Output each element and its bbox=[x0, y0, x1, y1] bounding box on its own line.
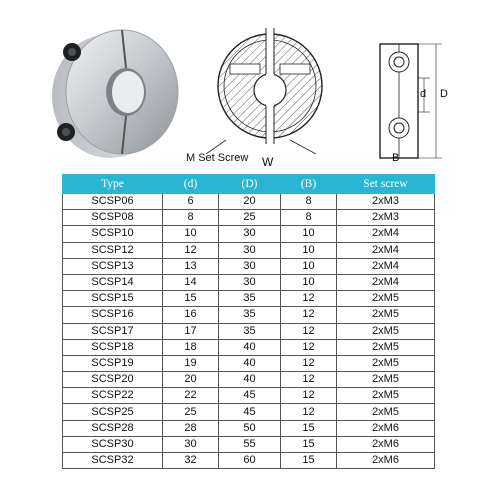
table-cell: 8 bbox=[281, 210, 337, 226]
table-cell: SCSP08 bbox=[63, 210, 163, 226]
table-cell: SCSP16 bbox=[63, 307, 163, 323]
table-cell: 14 bbox=[163, 274, 219, 290]
table-row bbox=[63, 339, 435, 355]
table-cell: 32 bbox=[163, 453, 219, 469]
table-cell: 50 bbox=[219, 420, 281, 436]
table-cell: 30 bbox=[219, 226, 281, 242]
table-cell: 20 bbox=[163, 372, 219, 388]
table-cell: 2xM5 bbox=[337, 388, 435, 404]
table-row bbox=[63, 226, 435, 242]
table-cell: 2xM3 bbox=[337, 210, 435, 226]
table-cell: SCSP19 bbox=[63, 355, 163, 371]
table-row bbox=[63, 210, 435, 226]
front-view-drawing bbox=[206, 14, 336, 154]
table-cell: 12 bbox=[281, 291, 337, 307]
table-cell: 15 bbox=[281, 420, 337, 436]
table-body bbox=[63, 194, 435, 469]
table-cell: 2xM4 bbox=[337, 242, 435, 258]
table-cell: 12 bbox=[281, 355, 337, 371]
table-cell: 2xM5 bbox=[337, 372, 435, 388]
table-cell: 12 bbox=[281, 339, 337, 355]
table-cell: 2xM4 bbox=[337, 226, 435, 242]
table-cell: SCSP06 bbox=[63, 194, 163, 210]
table-cell: 35 bbox=[219, 323, 281, 339]
table-cell: 30 bbox=[219, 274, 281, 290]
table-cell: 18 bbox=[163, 339, 219, 355]
table-cell: 2xM6 bbox=[337, 436, 435, 452]
table-cell: 17 bbox=[163, 323, 219, 339]
table-row bbox=[63, 372, 435, 388]
table-cell: 19 bbox=[163, 355, 219, 371]
table-cell: 25 bbox=[219, 210, 281, 226]
table-row bbox=[63, 436, 435, 452]
table-cell: 35 bbox=[219, 291, 281, 307]
set-screw-label: M Set Screw bbox=[186, 152, 249, 164]
outer-diameter-label: D bbox=[440, 88, 448, 100]
table-cell: 2xM6 bbox=[337, 420, 435, 436]
table-cell: SCSP10 bbox=[63, 226, 163, 242]
table-cell: 10 bbox=[281, 226, 337, 242]
header-set-screw: Set screw bbox=[337, 175, 435, 194]
table-cell: 15 bbox=[163, 291, 219, 307]
spec-table bbox=[62, 174, 435, 469]
table-row bbox=[63, 388, 435, 404]
spec-table-container bbox=[62, 174, 434, 469]
header-outer-diameter: (D) bbox=[219, 175, 281, 194]
table-cell: 2xM4 bbox=[337, 258, 435, 274]
table-cell: SCSP15 bbox=[63, 291, 163, 307]
table-cell: SCSP18 bbox=[63, 339, 163, 355]
table-cell: 60 bbox=[219, 453, 281, 469]
inner-diameter-label: d bbox=[420, 88, 427, 100]
table-cell: 35 bbox=[219, 307, 281, 323]
table-cell: 12 bbox=[281, 404, 337, 420]
table-cell: 40 bbox=[219, 372, 281, 388]
table-cell: SCSP12 bbox=[63, 242, 163, 258]
table-cell: 13 bbox=[163, 258, 219, 274]
table-row bbox=[63, 404, 435, 420]
table-cell: SCSP20 bbox=[63, 372, 163, 388]
table-cell: 2xM5 bbox=[337, 339, 435, 355]
table-cell: 2xM6 bbox=[337, 453, 435, 469]
table-cell: 10 bbox=[163, 226, 219, 242]
table-row bbox=[63, 420, 435, 436]
table-row bbox=[63, 453, 435, 469]
table-row bbox=[63, 242, 435, 258]
table-cell: 6 bbox=[163, 194, 219, 210]
table-cell: 2xM4 bbox=[337, 274, 435, 290]
header-type: Type bbox=[63, 175, 163, 194]
table-cell: 30 bbox=[219, 242, 281, 258]
table-cell: 40 bbox=[219, 339, 281, 355]
table-cell: SCSP28 bbox=[63, 420, 163, 436]
table-row bbox=[63, 258, 435, 274]
table-row bbox=[63, 355, 435, 371]
table-cell: 12 bbox=[281, 323, 337, 339]
table-row bbox=[63, 194, 435, 210]
width-label: W bbox=[262, 155, 274, 169]
table-cell: 15 bbox=[281, 453, 337, 469]
table-cell: 45 bbox=[219, 404, 281, 420]
table-cell: 22 bbox=[163, 388, 219, 404]
table-cell: 2xM5 bbox=[337, 355, 435, 371]
table-cell: 30 bbox=[163, 436, 219, 452]
header-width: (B) bbox=[281, 175, 337, 194]
table-cell: 16 bbox=[163, 307, 219, 323]
table-cell: SCSP25 bbox=[63, 404, 163, 420]
table-cell: 15 bbox=[281, 436, 337, 452]
shaft-collar-photo bbox=[40, 18, 190, 178]
thickness-label: B bbox=[392, 152, 400, 164]
table-cell: 2xM5 bbox=[337, 291, 435, 307]
table-cell: 12 bbox=[281, 372, 337, 388]
table-cell: 40 bbox=[219, 355, 281, 371]
table-cell: SCSP17 bbox=[63, 323, 163, 339]
header-inner-diameter: (d) bbox=[163, 175, 219, 194]
table-cell: SCSP14 bbox=[63, 274, 163, 290]
table-cell: 8 bbox=[281, 194, 337, 210]
table-cell: 55 bbox=[219, 436, 281, 452]
table-cell: 12 bbox=[281, 388, 337, 404]
table-cell: 10 bbox=[281, 258, 337, 274]
table-cell: SCSP13 bbox=[63, 258, 163, 274]
table-cell: SCSP30 bbox=[63, 436, 163, 452]
table-cell: 45 bbox=[219, 388, 281, 404]
table-row bbox=[63, 323, 435, 339]
side-view-drawing bbox=[372, 36, 452, 166]
table-header-row bbox=[63, 175, 435, 194]
table-cell: 20 bbox=[219, 194, 281, 210]
table-cell: 2xM5 bbox=[337, 404, 435, 420]
table-cell: SCSP22 bbox=[63, 388, 163, 404]
table-row bbox=[63, 274, 435, 290]
table-cell: 10 bbox=[281, 242, 337, 258]
table-cell: 25 bbox=[163, 404, 219, 420]
table-cell: 12 bbox=[163, 242, 219, 258]
table-cell: 2xM5 bbox=[337, 307, 435, 323]
table-cell: 2xM3 bbox=[337, 194, 435, 210]
table-row bbox=[63, 307, 435, 323]
table-cell: 12 bbox=[281, 307, 337, 323]
table-cell: SCSP32 bbox=[63, 453, 163, 469]
table-cell: 10 bbox=[281, 274, 337, 290]
table-cell: 2xM5 bbox=[337, 323, 435, 339]
table-row bbox=[63, 291, 435, 307]
table-cell: 28 bbox=[163, 420, 219, 436]
table-cell: 8 bbox=[163, 210, 219, 226]
table-cell: 30 bbox=[219, 258, 281, 274]
product-figures bbox=[0, 0, 480, 172]
